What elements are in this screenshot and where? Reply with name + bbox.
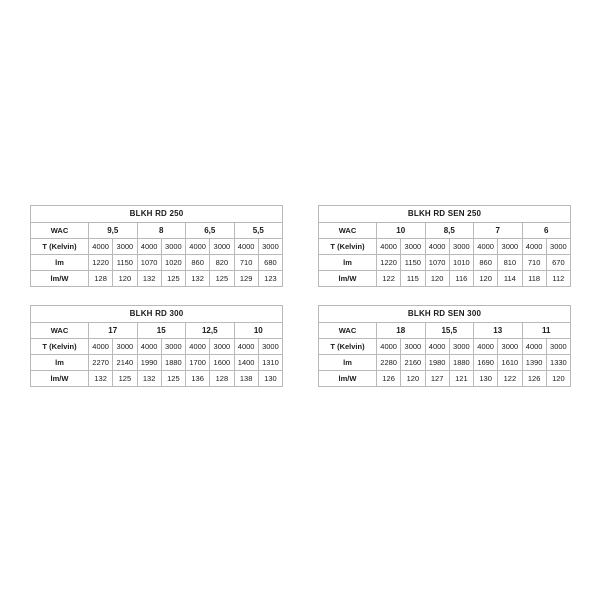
data-cell: 3000 [258,239,282,255]
data-cell: 114 [498,271,522,287]
data-cell: 132 [186,271,210,287]
data-cell: 1310 [258,355,282,371]
data-cell: 4000 [425,239,449,255]
row-label: WAC [319,223,377,239]
row-label: WAC [319,323,377,339]
table-row [31,339,283,355]
data-cell: 1880 [161,355,185,371]
data-cell: 120 [425,271,449,287]
data-cell: 710 [234,255,258,271]
table-title: BLKH RD 250 [31,206,283,223]
data-cell: 3000 [546,339,570,355]
data-cell: 820 [210,255,234,271]
table-row [31,223,283,239]
row-label: lm [31,255,89,271]
table-row [319,371,571,387]
data-cell: 860 [186,255,210,271]
table-title-row [319,206,571,223]
data-cell: 4000 [89,339,113,355]
row-label: T (Kelvin) [319,339,377,355]
data-cell: 132 [89,371,113,387]
data-cell: 670 [546,255,570,271]
row-label: lm/W [319,271,377,287]
data-cell: 128 [210,371,234,387]
table-row [319,355,571,371]
data-cell: 121 [449,371,473,387]
data-cell: 125 [113,371,137,387]
table-row [319,239,571,255]
data-cell: 1150 [401,255,425,271]
data-cell: 1020 [161,255,185,271]
wac-value: 15 [137,323,186,339]
data-cell: 1220 [377,255,401,271]
data-cell: 4000 [474,239,498,255]
table-body [319,306,571,387]
wac-value: 10 [234,323,283,339]
table-row [319,223,571,239]
data-cell: 3000 [161,239,185,255]
data-cell: 122 [377,271,401,287]
wac-value: 6,5 [186,223,235,239]
data-cell: 122 [498,371,522,387]
data-cell: 3000 [449,239,473,255]
wac-value: 11 [522,323,571,339]
data-cell: 1010 [449,255,473,271]
data-cell: 126 [522,371,546,387]
data-cell: 115 [401,271,425,287]
data-cell: 4000 [425,339,449,355]
data-cell: 126 [377,371,401,387]
table-title-row [31,206,283,223]
table-title: BLKH RD 300 [31,306,283,323]
data-cell: 1600 [210,355,234,371]
data-cell: 3000 [498,239,522,255]
wac-value: 17 [89,323,138,339]
table-body [31,206,283,287]
data-cell: 3000 [210,339,234,355]
table-row [31,271,283,287]
data-cell: 128 [89,271,113,287]
data-cell: 680 [258,255,282,271]
row-label: lm [319,255,377,271]
data-cell: 4000 [377,339,401,355]
data-cell: 112 [546,271,570,287]
table-row [31,355,283,371]
wac-value: 6 [522,223,571,239]
data-cell: 1880 [449,355,473,371]
data-cell: 118 [522,271,546,287]
data-cell: 4000 [522,239,546,255]
table-body [31,306,283,387]
data-cell: 123 [258,271,282,287]
data-cell: 4000 [186,339,210,355]
data-cell: 1390 [522,355,546,371]
table-row [31,323,283,339]
data-cell: 130 [474,371,498,387]
row-label: T (Kelvin) [319,239,377,255]
data-cell: 136 [186,371,210,387]
table-row [319,255,571,271]
table-title: BLKH RD SEN 250 [319,206,571,223]
data-cell: 125 [161,271,185,287]
data-cell: 120 [401,371,425,387]
table-title-row [31,306,283,323]
row-label: lm [31,355,89,371]
row-label: T (Kelvin) [31,239,89,255]
data-cell: 4000 [137,239,161,255]
data-cell: 3000 [401,239,425,255]
data-cell: 4000 [234,239,258,255]
data-cell: 1610 [498,355,522,371]
data-cell: 1980 [425,355,449,371]
table-row [319,271,571,287]
spec-table-blkh-rd-250 [30,205,283,287]
data-cell: 129 [234,271,258,287]
data-cell: 3000 [258,339,282,355]
data-cell: 3000 [449,339,473,355]
data-cell: 4000 [234,339,258,355]
wac-value: 8,5 [425,223,474,239]
data-cell: 120 [474,271,498,287]
data-cell: 1400 [234,355,258,371]
wac-value: 5,5 [234,223,283,239]
spec-table-blkh-rd-sen-300 [318,305,571,387]
data-cell: 4000 [522,339,546,355]
wac-value: 12,5 [186,323,235,339]
data-cell: 1330 [546,355,570,371]
data-cell: 138 [234,371,258,387]
data-cell: 3000 [546,239,570,255]
data-cell: 2270 [89,355,113,371]
data-cell: 1220 [89,255,113,271]
wac-value: 15,5 [425,323,474,339]
wac-value: 7 [474,223,523,239]
row-label: WAC [31,223,89,239]
row-label: lm [319,355,377,371]
data-cell: 125 [161,371,185,387]
row-label: lm/W [31,371,89,387]
table-title-row [319,306,571,323]
data-cell: 4000 [186,239,210,255]
data-cell: 2140 [113,355,137,371]
table-row [31,255,283,271]
data-cell: 810 [498,255,522,271]
data-cell: 130 [258,371,282,387]
data-cell: 4000 [89,239,113,255]
data-cell: 860 [474,255,498,271]
data-cell: 120 [113,271,137,287]
data-cell: 1700 [186,355,210,371]
wac-value: 13 [474,323,523,339]
data-cell: 132 [137,271,161,287]
data-cell: 3000 [210,239,234,255]
data-cell: 2160 [401,355,425,371]
row-label: WAC [31,323,89,339]
wac-value: 9,5 [89,223,138,239]
data-cell: 1150 [113,255,137,271]
table-row [31,239,283,255]
row-label: T (Kelvin) [31,339,89,355]
data-cell: 132 [137,371,161,387]
data-cell: 116 [449,271,473,287]
data-cell: 120 [546,371,570,387]
table-row [319,323,571,339]
data-cell: 3000 [498,339,522,355]
data-cell: 3000 [161,339,185,355]
wac-value: 8 [137,223,186,239]
spec-table-blkh-rd-sen-250 [318,205,571,287]
wac-value: 10 [377,223,426,239]
data-cell: 1070 [425,255,449,271]
data-cell: 3000 [113,339,137,355]
data-cell: 125 [210,271,234,287]
table-title: BLKH RD SEN 300 [319,306,571,323]
data-cell: 710 [522,255,546,271]
row-label: lm/W [319,371,377,387]
row-label: lm/W [31,271,89,287]
table-row [31,371,283,387]
data-cell: 1070 [137,255,161,271]
data-cell: 4000 [137,339,161,355]
data-cell: 4000 [474,339,498,355]
table-row [319,339,571,355]
data-cell: 1990 [137,355,161,371]
data-cell: 1690 [474,355,498,371]
data-cell: 2280 [377,355,401,371]
data-cell: 3000 [113,239,137,255]
data-cell: 127 [425,371,449,387]
table-body [319,206,571,287]
data-cell: 4000 [377,239,401,255]
wac-value: 18 [377,323,426,339]
spec-table-blkh-rd-300 [30,305,283,387]
data-cell: 3000 [401,339,425,355]
